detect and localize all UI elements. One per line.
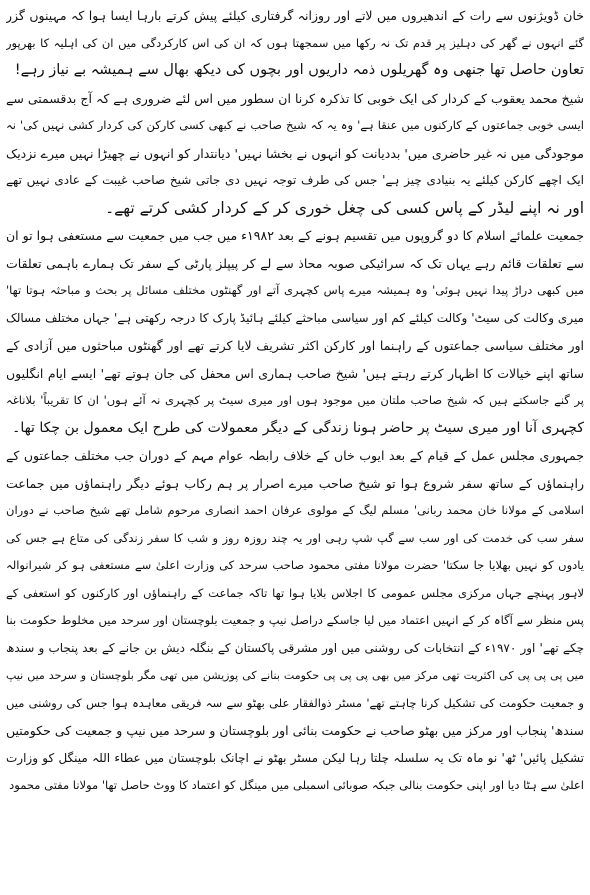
text-line: تعاون حاصل تھا جنھی وہ گھریلوں ذمہ داریوں اور بچوں کی دیکھ بھال سے ہمیشہ بے نیاز رہے! (14, 62, 584, 78)
text-line: راہنماؤں کے ساتھ سفر شروع ہوا تو شیخ صاحب میرے اصرار پر ہم رکاب ہوئے دیگر راہنماؤں میں جماعت (6, 475, 584, 491)
text-line: سندھ' پنجاب اور مرکز میں بھٹو صاحب نے حکومت بنائی اور بلوچستان و سرحد میں نیپ و جمعیت کی حکومتیں (6, 723, 584, 738)
text-line: کچہری آنا اور میری سیٹ پر حاضر ہونا زندگی کے دیگر معمولات کی طرح ایک معمول بن چکا تھا۔ (12, 419, 584, 436)
text-line: موجودگی میں نہ غیر حاضری میں' بددیانت کو انہوں نے بخشا نہیں' دیانتدار کو انہوں نے چھیڑا نہیں میرے نزدیک (6, 145, 584, 161)
text-line: شیخ محمد یعقوب کے کردار کی ایک خوبی کا تذکرہ کرنا ان سطور میں اس لئے ضروری ہے کہ آج بدقسمتی سے (6, 90, 584, 106)
paragraph (6, 85, 584, 223)
text-line: سے تعلقات قائم رہے یہاں تک کہ سرائیکی صوبہ محاذ سے لے کر پیپلز پارٹی کے سفر تک ہمارے باہمی تعلقات (6, 255, 584, 271)
text-line: ساتھ اپنے خیالات کا اظہار کرتے رہتے ہیں' شیخ صاحب ہماری اس محفل کی جان ہوتے تھے' ایسے ایام انگلیوں (6, 365, 584, 381)
paragraph (6, 222, 584, 442)
text-line: چکے تھے' اور ۱۹۷۰ء کے انتخابات کی روشنی میں اور مشرقی پاکستان کے بنگلہ دیش بن جانے کے بعد پنجاب و سندھ (6, 640, 584, 655)
text-line: اور نہ اپنے لیڈر کے پاس کسی کی چغل خوری کر کے کردار کشی کرتے تھے۔ (105, 198, 584, 217)
text-line: سفر سب کی خدمت کی اور سب سے گپ شپ رہی اور یہ چند روزہ روز و شب کا سفر زندگی کی متاع ہے جس کی (6, 530, 584, 545)
text-line: یادوں کو نہیں بھلایا جا سکتا' حضرت مولانا مفتی محمود صاحب سرحد کی وزارت اعلیٰ سے مستعفی ہو کر شیرانوالہ (6, 558, 584, 572)
text-line: جمہوری مجلس عمل کے قیام کے بعد ایوب خاں کے خلاف رابطہ عوام مہم کے دوران جب مختلف جماعتوں کے (6, 448, 584, 463)
text-line: پس منظر سے آگاہ کر کے انہیں اعتماد میں لیا جاسکے دراصل نیپ و جمعیت بلوچستان اور سرحد میں مخلوط حکومت بنا (6, 613, 584, 627)
text-line: اعلیٰ سے ہٹا دیا اور اپنی حکومت بنالی جبکہ صوبائی اسمبلی میں مینگل کو اعتماد کا ووٹ حاصل تھا' مولانا مفتی محمود (9, 778, 584, 792)
text-line: میں پی پی پی کی اکثریت تھی مرکز میں بھی پی پی پی حکومت بنانے کی پوزیشن میں تھی مگر بلوچستان و سرحد میں نیپ (6, 669, 584, 682)
text-line: میں کبھی دراڑ پیدا نہیں ہوئی' وہ ہمیشہ میرے پاس کچہری آتے اور گھنٹوں مختلف مسائل پر بحث و مباحثہ ہوتا تھا' (6, 283, 584, 297)
text-line: ایسی خوبی جماعتوں کے کارکنوں میں عنقا ہے' وہ یہ کہ شیخ صاحب نے کبھی کسی کارکن کی کردار کشی نہیں کی' نہ (6, 118, 584, 132)
text-line: ایک اچھے کارکن کیلئے یہ بنیادی چیز ہے' جس کی طرف توجہ نہیں دی جاتی شیخ صاحب غیبت کے عادی نہیں تھے (6, 173, 584, 187)
text-line: اور مختلف سیاسی جماعتوں کے راہنما اور کارکن اکثر تشریف لایا کرتے تھے اور گھنٹوں مباحثوں میں آزادی کے (6, 338, 584, 353)
text-line: لاہور پہنچے جہاں مرکزی مجلس عمومی کا اجلاس بلایا ہوا تھا تاکہ جماعت کے راہنماؤں اور کارکنوں کو استعفی کے (6, 585, 584, 600)
text-line: تشکیل پائیں' ٹھ' نو ماہ تک یہ سلسلہ چلتا رہا لیکن مسٹر بھٹو نے اچانک بلوچستان میں عطاء اللہ مینگل کو وزارت (6, 750, 584, 765)
paragraph (6, 442, 584, 800)
text-line: گئے انہوں نے گھر کی دہلیز پر قدم تک نہ رکھا میں سمجھتا ہوں کہ ان کی اس کارکردگی میں ان کی اہلیہ کا بھرپور (6, 35, 584, 50)
text-line: پر گنے جاسکتے ہیں کہ شیخ صاحب ملتان میں موجود ہوں اور میری سیٹ پر کچہری نہ آئے ہوں' ان کا تقریباً' بلاناغہ (6, 393, 584, 407)
text-line: و جمعیت حکومت کی تشکیل کرنا چاہتے تھے' مسٹر ذوالفقار علی بھٹو سے سہ فریقی معاہدہ ہوا جس کی روشنی میں (6, 695, 584, 710)
text-line: خان ڈویژنوں سے رات کے اندھیروں میں لاتے اور روزانہ گرفتاری کیلئے پیش کرتے بارہا ایسا ہوا کہ مہینوں گزر (6, 8, 584, 23)
text-line: اسلامی کے مولانا خان محمد ربانی' مسلم لیگ کے مولوی عرفان احمد انصاری مرحوم شامل تھے شیخ صاحب نے دوران (6, 503, 584, 517)
text-line: میری وکالت کی سیٹ' وکالت کیلئے کم اور سیاسی مباحثے کیلئے ہائیڈ پارک کا درجہ رکھتی ہے' جہاں مختلف مسالک (6, 310, 584, 325)
paragraph (6, 2, 584, 85)
text-line: جمعیت علمائے اسلام کا دو گروپوں میں تقسیم ہونے کے بعد ۱۹۸۲ء میں جب میں جمعیت سے مستعفی ہوا تو ان (6, 228, 584, 243)
